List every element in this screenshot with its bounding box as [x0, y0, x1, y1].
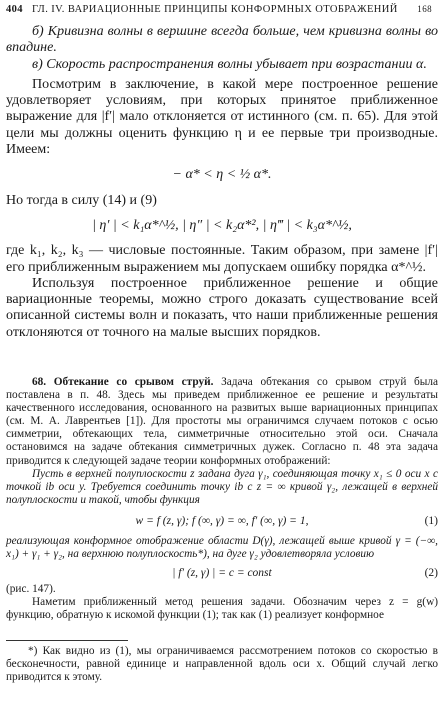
section-68: [6, 376, 438, 622]
equation-1-body: w = f (z, γ); f (∞, γ) = ∞, f′ (∞, γ) = 1,: [135, 514, 309, 527]
paragraph-approx-method: Наметим приближенный метод решения задачи. Обозначим через z = g(w) функцию, обратную к искомой функции (1); так как (1) реализует конформное: [6, 596, 438, 622]
paragraph-then: Но тогда в силу (14) и (9): [6, 192, 157, 208]
item-b: б) Кривизна волны в вершине всегда больше, чем кривизна волны во впадине.: [6, 24, 438, 56]
footnote-text: *) Как видно из (1), мы ограничиваемся рассмотрением потоков со скоростью в бесконечности, равной единице и направленной вдоль оси x. Общий случай легко приводится к этому.: [6, 645, 438, 683]
page-number: 404: [6, 4, 23, 15]
paragraph-constants: где k₁, k₂, k₃ — числовые постоянные. Таким образом, при замене |f′| его приближенным выражением мы допускаем ошибку порядка α*^½.: [6, 243, 438, 275]
formula-eta-bounds: − α* < η < ½ α*.: [172, 167, 272, 183]
paragraph-conclusion: Посмотрим в заключение, в какой мере построенное решение удовлетворяет условиям, при которых принятое приближенное выражение для |f′| мало отклоняется от истинного (см. п. 65). Для этой цели мы должны оценить функцию η и ее первые три производные. Имеем:: [6, 76, 438, 158]
main-text-block: [6, 24, 438, 341]
figure-reference: (рис. 147).: [6, 583, 56, 596]
problem-statement: Пусть в верхней полуплоскости z задана дуга γ₁, соединяющая точку x₁ ≤ 0 оси x с точкой ib оси y. Требуется соединить точку ib с z = ∞ кривой γ₂, лежащей в верхней полуплоскости и такой, чтобы функция: [6, 467, 438, 506]
equation-2: [6, 565, 438, 581]
footnote-rule: [6, 640, 128, 641]
equation-1: [6, 513, 438, 529]
running-title: ГЛ. IV. ВАРИАЦИОННЫЕ ПРИНЦИПЫ КОНФОРМНЫХ ОТОБРАЖЕНИЙ: [32, 4, 398, 15]
section-intro: Задача обтекания со срывом струй была поставлена в п. 48. Здесь мы приведем приближенное ее решение и результаты качественного исследования, основанного на развитых выше вариационных принципах (см. М. А. Лаврентьев [1]). Для простоты мы ограничимся случаем потоков с осью симметрии, обтекающих тела, симметричные относительно этой оси. Сначала остановимся на задаче обтекания симметричных дужек. Согласно п. 48 эта задача приводится к следующей задаче теории конформных отображений:: [6, 376, 439, 467]
realizing-condition: реализующая конформное отображение области D(γ), лежащей выше кривой γ = (−∞, x₁) + γ₁ + γ₂, на верхнюю полуплоскость*), на дуге γ₂ удовлетворяла условию: [6, 534, 438, 561]
section-title: 68. Обтекание со срывом струй.: [32, 376, 214, 388]
footnote: [6, 645, 438, 684]
formula-derivative-bounds: | η′ | < k₁α*^½, | η″ | < k₂α*², | η‴ | < k₃α*^½,: [92, 217, 352, 233]
corner-mark: 168: [417, 4, 432, 14]
paragraph-existence: Используя построенное приближенное решение и общие вариационные теоремы, можно строго доказать существование всей описанной системы волн и показать, что наши приближенные решения отклоняются от точного на малые высших порядков.: [6, 275, 438, 340]
equation-2-number: (2): [424, 567, 438, 580]
equation-1-number: (1): [424, 514, 438, 527]
equation-2-body: | f′ (z, γ) | = c = const: [172, 567, 272, 580]
item-c: в) Скорость распространения волны убывает при возрастании α.: [32, 56, 427, 72]
running-header: [6, 4, 436, 18]
